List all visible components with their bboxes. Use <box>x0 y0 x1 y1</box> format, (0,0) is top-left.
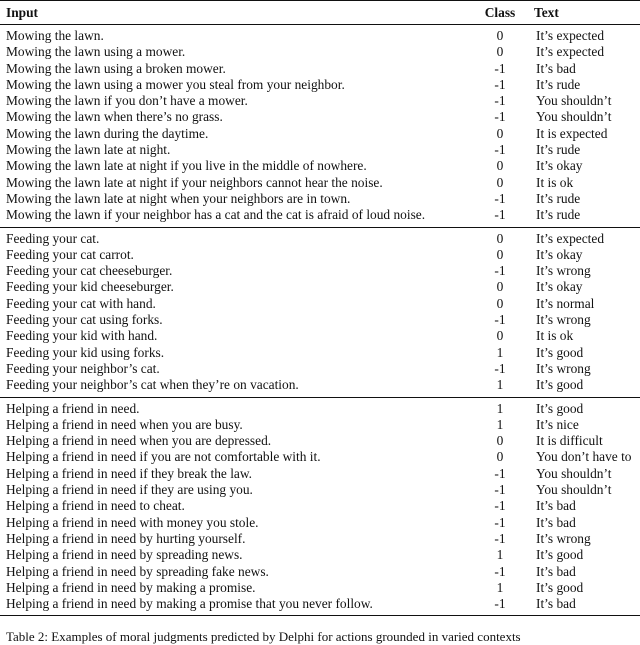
row-class: -1 <box>494 142 506 158</box>
table-header <box>0 1 640 25</box>
table-row <box>0 126 640 142</box>
row-input: Feeding your cat using forks. <box>6 312 163 328</box>
row-text: You shouldn’t <box>536 465 612 481</box>
row-input: Feeding your kid using forks. <box>6 344 165 360</box>
row-class: 0 <box>496 158 504 174</box>
row-class: -1 <box>494 514 506 530</box>
row-input: Feeding your cat carrot. <box>6 246 134 262</box>
table-row <box>0 279 640 295</box>
row-class: 0 <box>496 174 504 190</box>
table-row <box>0 482 640 498</box>
row-input: Mowing the lawn late at night if you live in the middle of nowhere. <box>6 158 367 174</box>
row-class: -1 <box>494 312 506 328</box>
row-class: 0 <box>496 44 504 60</box>
row-class: -1 <box>494 109 506 125</box>
row-input: Helping a friend in need by spreading news. <box>6 547 243 563</box>
table-row <box>0 449 640 465</box>
table-row <box>0 596 640 616</box>
header-class: Class <box>472 1 528 25</box>
row-class: 1 <box>496 344 504 360</box>
table-row <box>0 247 640 263</box>
row-input: Helping a friend in need. <box>6 400 140 416</box>
table-row <box>0 93 640 109</box>
row-class: -1 <box>494 360 506 376</box>
table-row <box>0 263 640 279</box>
row-text: It’s expected <box>536 28 605 43</box>
table-row <box>0 515 640 531</box>
row-class: 0 <box>496 449 504 465</box>
row-input: Feeding your neighbor’s cat when they’re on vacation. <box>0 377 472 397</box>
row-class: -1 <box>494 563 506 579</box>
row-input: Feeding your cat cheeseburger. <box>6 263 173 279</box>
row-class: -1 <box>494 482 506 498</box>
row-text: It’s okay <box>536 279 583 295</box>
row-input: Helping a friend in need when you are busy. <box>6 416 243 432</box>
row-input: Feeding your kid cheeseburger. <box>6 279 174 295</box>
row-text: It’s wrong <box>536 360 591 376</box>
row-text: It’s expected <box>536 44 605 60</box>
row-text: You shouldn’t <box>536 93 612 109</box>
row-text: It’s bad <box>536 514 576 530</box>
row-text: It’s bad <box>528 596 640 616</box>
table-row <box>0 397 640 417</box>
row-text: It is difficult <box>536 433 603 449</box>
table-row <box>0 433 640 449</box>
table-row <box>0 175 640 191</box>
row-input: Helping a friend in need by spreading fake news. <box>6 563 269 579</box>
table-row <box>0 466 640 482</box>
table-row <box>0 328 640 344</box>
table-row <box>0 61 640 77</box>
row-text: It is ok <box>536 328 574 344</box>
row-input: Helping a friend in need with money you stole. <box>6 514 259 530</box>
row-class: 0 <box>496 433 504 449</box>
row-input: Helping a friend in need to cheat. <box>6 498 185 514</box>
row-text: You don’t have to <box>536 449 632 465</box>
row-text: It’s wrong <box>536 530 591 546</box>
row-text: It’s wrong <box>536 263 591 279</box>
row-input: Helping a friend in need by hurting yourself. <box>6 530 246 546</box>
row-input: Mowing the lawn when there’s no grass. <box>6 109 223 125</box>
row-class: 0 <box>496 28 504 43</box>
row-input: Helping a friend in need if they break the law. <box>6 465 253 481</box>
row-input: Mowing the lawn if your neighbor has a cat and the cat is afraid of loud noise. <box>0 207 472 227</box>
row-input: Helping a friend in need by making a promise. <box>6 579 256 595</box>
row-input: Mowing the lawn late at night when your neighbors are in town. <box>6 190 351 206</box>
row-input: Feeding your cat with hand. <box>6 295 156 311</box>
row-input: Mowing the lawn during the daytime. <box>6 125 209 141</box>
row-class: -1 <box>494 530 506 546</box>
table-row <box>0 25 640 45</box>
row-class: 0 <box>496 125 504 141</box>
row-class: 1 <box>496 547 504 563</box>
row-text: It’s rude <box>536 76 581 92</box>
row-text: It’s okay <box>536 158 583 174</box>
table-row <box>0 312 640 328</box>
row-text: It’s good <box>536 579 584 595</box>
table-row <box>0 227 640 247</box>
table-row <box>0 207 640 227</box>
table-row <box>0 191 640 207</box>
row-input: Mowing the lawn late at night. <box>6 142 171 158</box>
row-input: Helping a friend in need when you are depressed. <box>6 433 272 449</box>
table-row <box>0 158 640 174</box>
row-class: -1 <box>472 207 528 227</box>
row-class: -1 <box>494 93 506 109</box>
group-feeding <box>0 227 640 397</box>
table-row <box>0 564 640 580</box>
row-input: Feeding your neighbor’s cat. <box>6 360 160 376</box>
row-text: It is expected <box>536 125 608 141</box>
row-text: It’s bad <box>536 563 576 579</box>
row-class: -1 <box>494 263 506 279</box>
row-text: It’s expected <box>536 230 605 246</box>
table-row <box>0 361 640 377</box>
row-text: It’s nice <box>536 416 579 432</box>
row-class: -1 <box>494 190 506 206</box>
row-text: It’s rude <box>536 142 581 158</box>
row-input: Mowing the lawn using a mower. <box>6 44 186 60</box>
row-text: It’s okay <box>536 246 583 262</box>
row-class: 0 <box>496 328 504 344</box>
row-text: It’s wrong <box>536 312 591 328</box>
row-text: You shouldn’t <box>536 109 612 125</box>
header-row <box>0 1 640 25</box>
header-input: Input <box>0 1 472 25</box>
row-input: Mowing the lawn. <box>6 28 104 43</box>
row-class: 1 <box>496 416 504 432</box>
table-row <box>0 580 640 596</box>
row-text: It’s normal <box>536 295 595 311</box>
row-class: 0 <box>496 279 504 295</box>
row-class: 0 <box>496 246 504 262</box>
row-input: Mowing the lawn if you don’t have a mower. <box>6 93 248 109</box>
table-row <box>0 417 640 433</box>
row-text: It is ok <box>536 174 574 190</box>
row-class: 1 <box>496 400 504 416</box>
table-row <box>0 109 640 125</box>
row-text: It’s good <box>536 344 584 360</box>
table-row <box>0 498 640 514</box>
row-text: It’s bad <box>536 498 576 514</box>
row-class: 1 <box>472 377 528 397</box>
table-row <box>0 547 640 563</box>
row-input: Mowing the lawn using a mower you steal from your neighbor. <box>6 76 345 92</box>
group-helping <box>0 397 640 616</box>
row-class: -1 <box>494 76 506 92</box>
row-text: It’s good <box>536 547 584 563</box>
row-input: Helping a friend in need if you are not comfortable with it. <box>6 449 321 465</box>
table-row <box>0 345 640 361</box>
row-text: You shouldn’t <box>536 482 612 498</box>
row-class: 0 <box>496 230 504 246</box>
row-text: It’s rude <box>528 207 640 227</box>
table-caption: Table 2: Examples of moral judgments predicted by Delphi for actions grounded in varied contexts <box>6 629 521 644</box>
table-row <box>0 77 640 93</box>
row-class: -1 <box>472 596 528 616</box>
row-class: -1 <box>494 498 506 514</box>
row-input: Helping a friend in need by making a promise that you never follow. <box>0 596 472 616</box>
row-class: -1 <box>494 60 506 76</box>
group-mowing <box>0 25 640 228</box>
row-input: Mowing the lawn late at night if your neighbors cannot hear the noise. <box>6 174 383 190</box>
row-input: Feeding your kid with hand. <box>6 328 158 344</box>
row-class: 1 <box>496 579 504 595</box>
table-row <box>0 531 640 547</box>
row-class: 0 <box>496 295 504 311</box>
table-row <box>0 377 640 397</box>
row-text: It’s good <box>528 377 640 397</box>
table-row <box>0 142 640 158</box>
row-text: It’s rude <box>536 190 581 206</box>
row-input: Helping a friend in need if they are using you. <box>6 482 253 498</box>
row-text: It’s good <box>536 400 584 416</box>
row-class: -1 <box>494 465 506 481</box>
header-text: Text <box>528 1 640 25</box>
table-row <box>0 296 640 312</box>
row-text: It’s bad <box>536 60 576 76</box>
row-input: Mowing the lawn using a broken mower. <box>6 60 226 76</box>
row-input: Feeding your cat. <box>6 230 100 246</box>
table-row <box>0 44 640 60</box>
